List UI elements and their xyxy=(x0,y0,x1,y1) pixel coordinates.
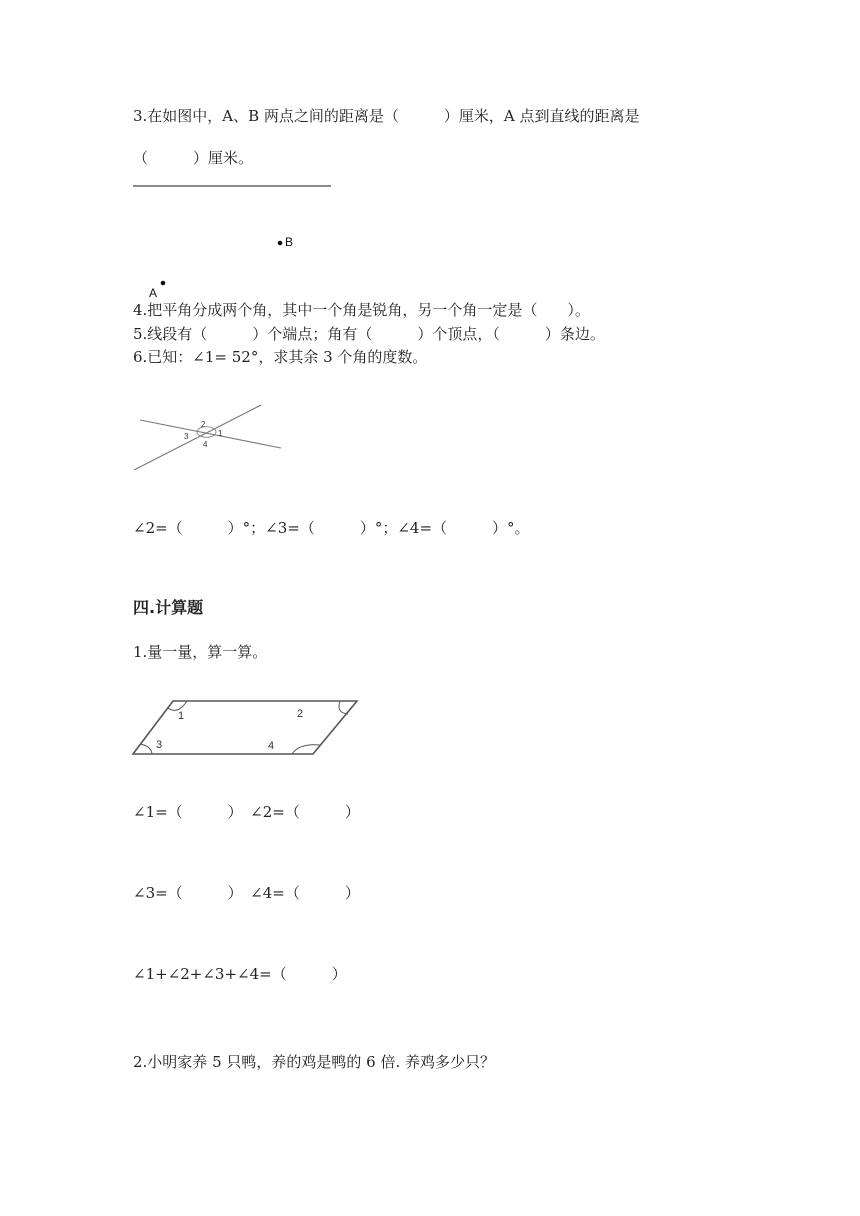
s4-q1-text: 1.量一量，算一算。 xyxy=(133,643,268,661)
section-title: 四.计算题 xyxy=(133,598,204,617)
arc-angle-4 xyxy=(292,745,320,754)
angle-label-1: 1 xyxy=(218,429,223,438)
angle-label-3: 3 xyxy=(184,432,189,441)
angle-label-4: 4 xyxy=(203,440,208,449)
para-label-2: 2 xyxy=(297,708,304,720)
arc-angle-2 xyxy=(339,701,348,714)
q5-text: 5.线段有（ ）个端点；角有（ ）个顶点，（ ）条边。 xyxy=(133,325,605,343)
q6-text: 6.已知：∠1= 52°，求其余 3 个角的度数。 xyxy=(133,348,428,366)
angle-label-2: 2 xyxy=(201,420,206,429)
s4-q1-row3: ∠1+∠2+∠3+∠4=（ ） xyxy=(133,965,347,983)
label-a: A xyxy=(149,286,158,300)
arc-angle-3 xyxy=(140,744,152,754)
para-label-3: 3 xyxy=(156,739,163,751)
q6-answer: ∠2=（ ）°；∠3=（ ）°；∠4=（ ）°。 xyxy=(133,519,530,537)
q3-line1: 3.在如图中，A、B 两点之间的距离是（ ）厘米，A 点到直线的距离是 xyxy=(133,107,640,125)
arc-angle-1 xyxy=(168,701,187,710)
q3-line2: （ ）厘米。 xyxy=(133,149,254,167)
parallelogram xyxy=(133,701,357,754)
para-label-1: 1 xyxy=(178,710,185,722)
label-b: B xyxy=(285,235,294,249)
q4-text: 4.把平角分成两个角，其中一个角是锐角，另一个角一定是（ ）。 xyxy=(133,301,590,319)
para-label-4: 4 xyxy=(268,740,275,752)
s4-q2-text: 2.小明家养 5 只鸭，养的鸡是鸭的 6 倍. 养鸡多少只？ xyxy=(133,1053,496,1071)
s4-q1-row1: ∠1=（ ） ∠2=（ ） xyxy=(133,803,360,821)
s4-q1-row2: ∠3=（ ） ∠4=（ ） xyxy=(133,884,360,902)
